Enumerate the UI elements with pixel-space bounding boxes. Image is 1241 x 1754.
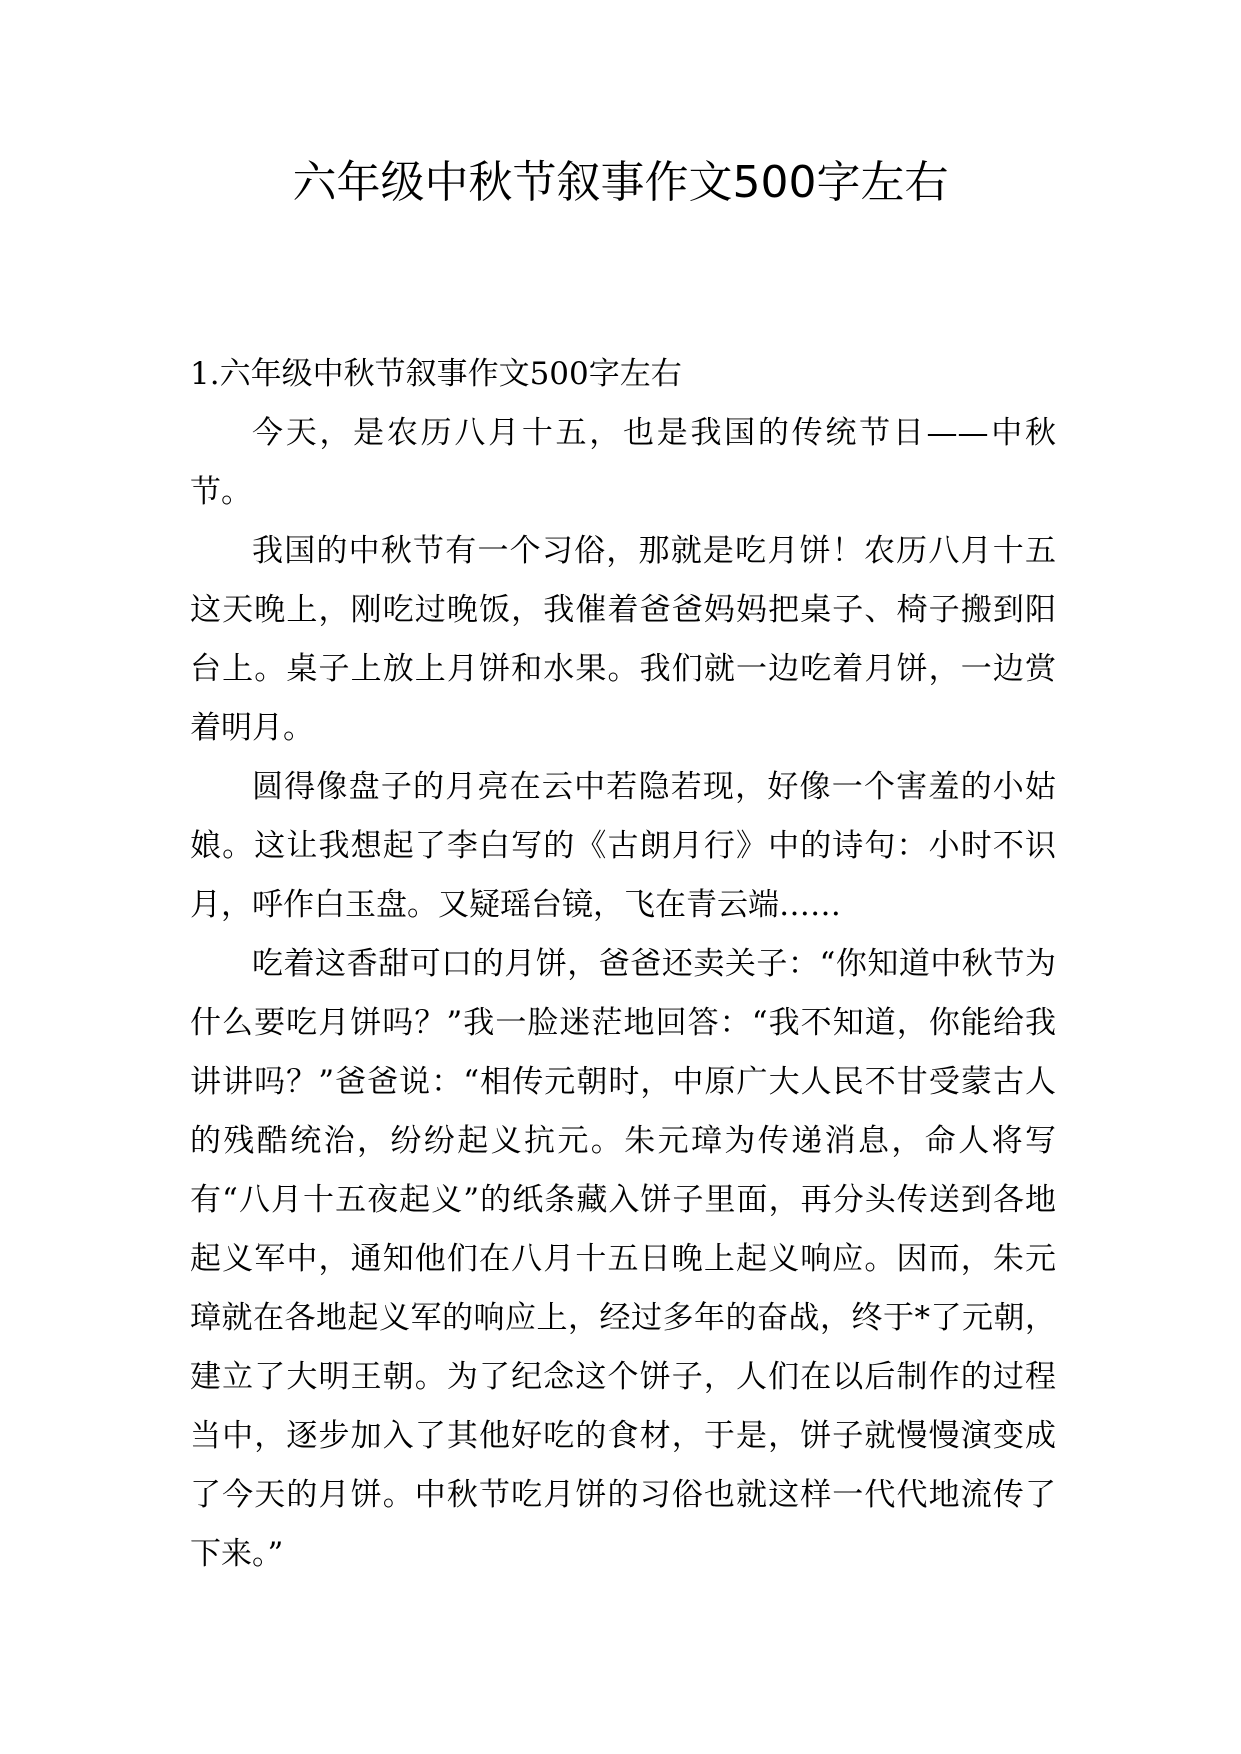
document-body [190, 345, 1056, 1584]
paragraph-3: 圆得像盘子的月亮在云中若隐若现，好像一个害羞的小姑娘。这让我想起了李白写的《古朗月行》中的诗句：小时不识月，呼作白玉盘。又疑瑶台镜，飞在青云端…… [190, 769, 1056, 923]
section-heading: 1.六年级中秋节叙事作文500字左右 [190, 356, 682, 392]
paragraph-4: 吃着这香甜可口的月饼，爸爸还卖关子：“你知道中秋节为什么要吃月饼吗？”我一脸迷茫地回答：“我不知道，你能给我讲讲吗？”爸爸说：“相传元朝时，中原广大人民不甘受蒙古人的残酷统治，纷纷起义抗元。朱元璋为传递消息，命人将写有“八月十五夜起义”的纸条藏入饼子里面，再分头传送到各地起义军中，通知他们在八月十五日晚上起义响应。因而，朱元璋就在各地起义军的响应上，经过多年的奋战，终于*了元朝，建立了大明王朝。为了纪念这个饼子，人们在以后制作的过程当中，逐步加入了其他好吃的食材，于是，饼子就慢慢演变成了今天的月饼。中秋节吃月饼的习俗也就这样一代代地流传了下来。” [190, 946, 1056, 1572]
paragraph-1: 今天，是农历八月十五，也是我国的传统节日——中秋节。 [190, 415, 1056, 510]
paragraph-2: 我国的中秋节有一个习俗，那就是吃月饼！农历八月十五这天晚上，刚吃过晚饭，我催着爸爸妈妈把桌子、椅子搬到阳台上。桌子上放上月饼和水果。我们就一边吃着月饼，一边赏着明月。 [190, 533, 1056, 746]
document-title: 六年级中秋节叙事作文500字左右 [292, 157, 949, 208]
